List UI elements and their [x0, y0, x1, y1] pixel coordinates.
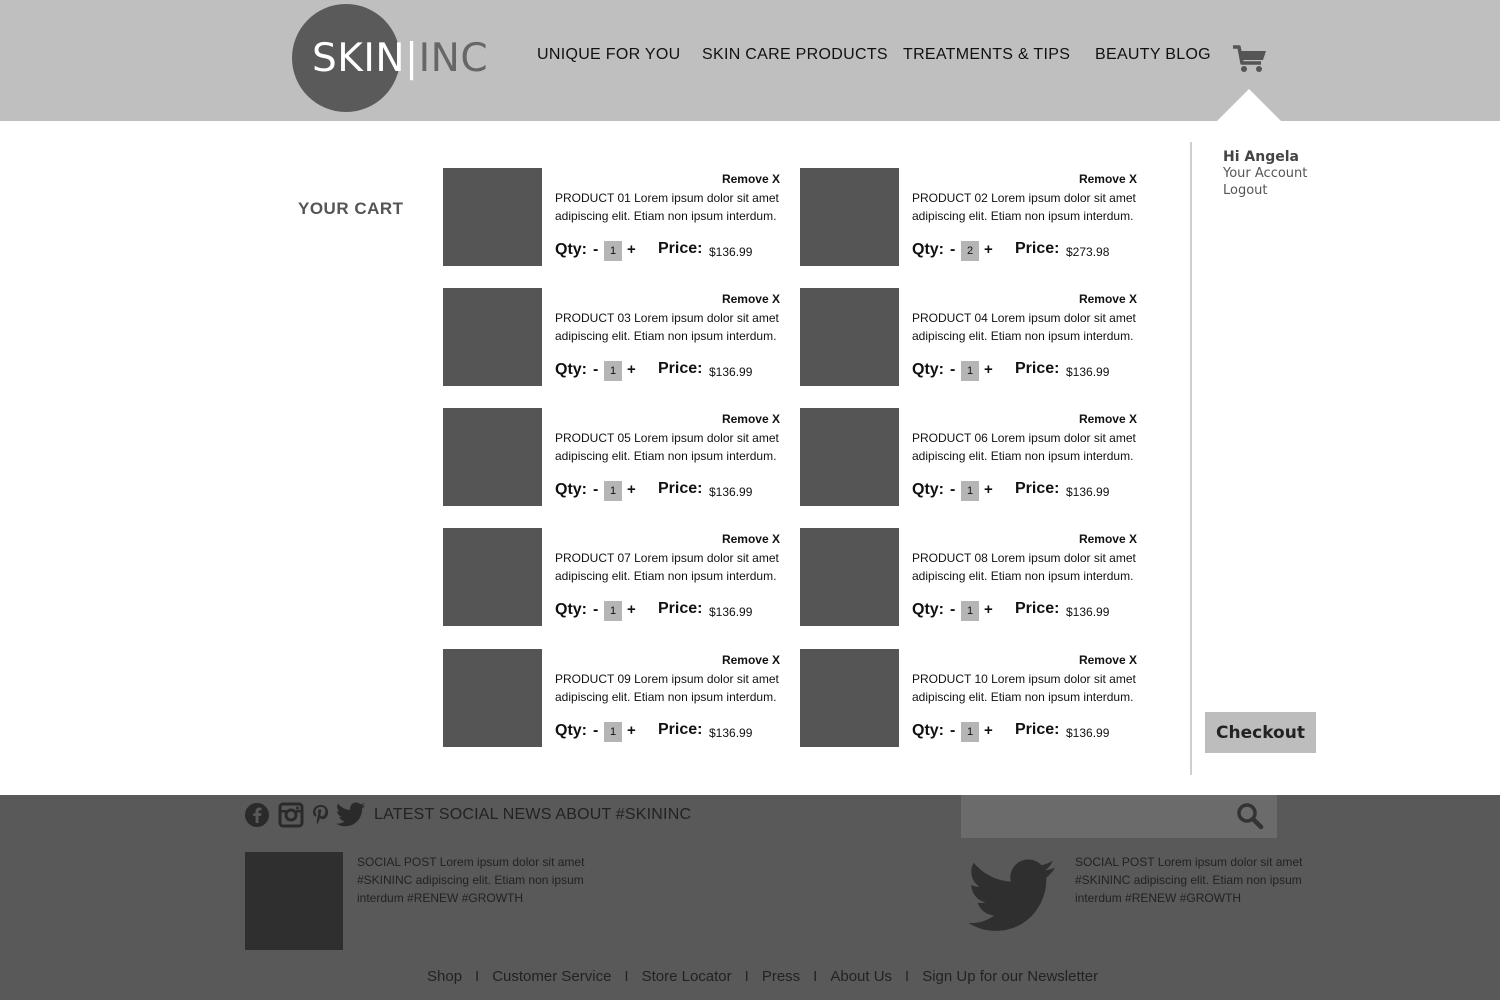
qty-label: Qty:	[912, 722, 944, 739]
cart-item	[800, 528, 1140, 628]
cart-item	[443, 408, 783, 508]
remove-item-button[interactable]: Remove X	[721, 412, 780, 426]
remove-item-button[interactable]: Remove X	[1078, 412, 1137, 426]
qty-decrease-button[interactable]: -	[593, 601, 599, 618]
qty-decrease-button[interactable]: -	[950, 481, 956, 498]
qty-input[interactable]: 1	[604, 481, 622, 501]
remove-item-button[interactable]: Remove X	[1078, 172, 1137, 186]
product-thumbnail[interactable]	[800, 288, 899, 386]
price-value: $136.99	[1066, 365, 1110, 379]
instagram-icon[interactable]	[278, 802, 304, 828]
qty-increase-button[interactable]: +	[627, 481, 636, 498]
qty-label: Qty:	[555, 601, 587, 618]
price-label: Price:	[658, 240, 703, 257]
qty-input[interactable]: 1	[961, 361, 979, 381]
product-description: PRODUCT 08 Lorem ipsum dolor sit amet adipiscing elit. Etiam non ipsum interdum.	[912, 551, 1136, 583]
search-icon[interactable]	[1236, 802, 1264, 830]
shopping-cart-icon[interactable]	[1232, 44, 1268, 74]
qty-label: Qty:	[555, 241, 587, 258]
product-description: PRODUCT 07 Lorem ipsum dolor sit amet adipiscing elit. Etiam non ipsum interdum.	[555, 551, 779, 583]
checkout-button[interactable]: Checkout	[1205, 712, 1316, 753]
facebook-icon[interactable]	[244, 802, 270, 828]
price-label: Price:	[1015, 360, 1060, 377]
qty-increase-button[interactable]: +	[984, 241, 993, 258]
footer-link-about-us[interactable]: About Us	[830, 968, 893, 985]
twitter-bird-icon[interactable]	[968, 858, 1058, 936]
footer-separator: I	[813, 968, 818, 985]
price-value: $136.99	[1066, 605, 1110, 619]
product-thumbnail[interactable]	[800, 168, 899, 266]
nav-unique-for-you[interactable]: UNIQUE FOR YOU	[537, 46, 681, 63]
logo-divider: |	[405, 36, 419, 81]
product-description: PRODUCT 04 Lorem ipsum dolor sit amet adipiscing elit. Etiam non ipsum interdum.	[912, 311, 1136, 343]
footer-link-shop[interactable]: Shop	[427, 968, 463, 985]
product-thumbnail[interactable]	[800, 528, 899, 626]
qty-decrease-button[interactable]: -	[593, 722, 599, 739]
footer-search-input[interactable]	[961, 795, 1277, 838]
qty-decrease-button[interactable]: -	[593, 481, 599, 498]
remove-item-button[interactable]: Remove X	[1078, 292, 1137, 306]
qty-increase-button[interactable]: +	[627, 241, 636, 258]
pinterest-icon[interactable]	[308, 802, 334, 828]
cart-item	[800, 649, 1140, 749]
social-post-left: SOCIAL POST Lorem ipsum dolor sit amet #SKININC adipiscing elit. Etiam non ipsum interdum #RENEW #GROWTH	[357, 855, 585, 905]
qty-decrease-button[interactable]: -	[950, 722, 956, 739]
qty-decrease-button[interactable]: -	[593, 241, 599, 258]
qty-input[interactable]: 1	[961, 481, 979, 501]
price-label: Price:	[658, 600, 703, 617]
nav-skin-care-products[interactable]: SKIN CARE PRODUCTS	[702, 46, 888, 63]
product-description: PRODUCT 02 Lorem ipsum dolor sit amet adipiscing elit. Etiam non ipsum interdum.	[912, 191, 1136, 223]
qty-label: Qty:	[912, 241, 944, 258]
price-value: $136.99	[1066, 726, 1110, 740]
cart-item	[443, 168, 783, 268]
qty-label: Qty:	[912, 481, 944, 498]
nav-treatments-tips[interactable]: TREATMENTS & TIPS	[903, 46, 1071, 63]
brand-logo[interactable]	[312, 36, 488, 81]
product-description: PRODUCT 09 Lorem ipsum dolor sit amet adipiscing elit. Etiam non ipsum interdum.	[555, 672, 779, 704]
price-value: $136.99	[709, 245, 753, 259]
qty-decrease-button[interactable]: -	[950, 241, 956, 258]
vertical-divider	[1190, 142, 1192, 775]
logo-part-inc: INC	[418, 36, 489, 81]
footer-link-store-locator[interactable]: Store Locator	[641, 968, 732, 985]
remove-item-button[interactable]: Remove X	[721, 532, 780, 546]
footer-separator: I	[624, 968, 629, 985]
logout-link[interactable]: Logout	[1223, 183, 1268, 198]
qty-label: Qty:	[912, 601, 944, 618]
nav-beauty-blog[interactable]: BEAUTY BLOG	[1095, 46, 1211, 63]
price-value: $136.99	[709, 485, 753, 499]
price-value: $136.99	[709, 605, 753, 619]
qty-input[interactable]: 1	[961, 722, 979, 742]
price-label: Price:	[1015, 721, 1060, 738]
cart-title: YOUR CART	[298, 199, 404, 218]
footer-separator: I	[905, 968, 910, 985]
footer-separator: I	[744, 968, 749, 985]
cart-item	[800, 408, 1140, 508]
qty-increase-button[interactable]: +	[984, 481, 993, 498]
qty-input[interactable]: 1	[604, 241, 622, 261]
your-account-link[interactable]: Your Account	[1223, 166, 1308, 181]
cart-dropdown-caret	[1217, 89, 1281, 121]
qty-label: Qty:	[555, 722, 587, 739]
product-description: PRODUCT 06 Lorem ipsum dolor sit amet adipiscing elit. Etiam non ipsum interdum.	[912, 431, 1136, 463]
price-label: Price:	[1015, 480, 1060, 497]
remove-item-button[interactable]: Remove X	[721, 292, 780, 306]
qty-increase-button[interactable]: +	[984, 361, 993, 378]
cart-item	[800, 288, 1140, 388]
twitter-icon[interactable]	[336, 802, 366, 828]
qty-increase-button[interactable]: +	[627, 722, 636, 739]
qty-increase-button[interactable]: +	[984, 601, 993, 618]
product-description: PRODUCT 05 Lorem ipsum dolor sit amet adipiscing elit. Etiam non ipsum interdum.	[555, 431, 779, 463]
qty-decrease-button[interactable]: -	[950, 601, 956, 618]
cart-item	[443, 288, 783, 388]
qty-label: Qty:	[555, 481, 587, 498]
qty-input[interactable]: 1	[961, 601, 979, 621]
footer-separator: I	[475, 968, 480, 985]
product-thumbnail[interactable]	[443, 288, 542, 386]
remove-item-button[interactable]: Remove X	[1078, 653, 1137, 667]
product-description: PRODUCT 03 Lorem ipsum dolor sit amet adipiscing elit. Etiam non ipsum interdum.	[555, 311, 779, 343]
qty-decrease-button[interactable]: -	[950, 361, 956, 378]
footer-link-newsletter[interactable]: Sign Up for our Newsletter	[922, 968, 1099, 985]
cart-item	[443, 649, 783, 749]
social-post-thumbnail[interactable]	[245, 852, 343, 950]
footer-link-customer-service[interactable]: Customer Service	[492, 968, 612, 985]
price-label: Price:	[658, 721, 703, 738]
price-label: Price:	[1015, 240, 1060, 257]
footer-link-press[interactable]: Press	[761, 968, 801, 985]
social-post-right: SOCIAL POST Lorem ipsum dolor sit amet #SKININC adipiscing elit. Etiam non ipsum interdum #RENEW #GROWTH	[1075, 855, 1303, 905]
product-description: PRODUCT 10 Lorem ipsum dolor sit amet adipiscing elit. Etiam non ipsum interdum.	[912, 672, 1136, 704]
price-label: Price:	[658, 480, 703, 497]
qty-increase-button[interactable]: +	[627, 361, 636, 378]
cart-item	[443, 528, 783, 628]
product-thumbnail[interactable]	[443, 168, 542, 266]
qty-input[interactable]: 1	[604, 601, 622, 621]
product-thumbnail[interactable]	[443, 408, 542, 506]
qty-label: Qty:	[912, 361, 944, 378]
cart-item	[800, 168, 1140, 268]
social-news-heading: LATEST SOCIAL NEWS ABOUT #SKININC	[374, 806, 692, 823]
product-thumbnail[interactable]	[443, 649, 542, 747]
qty-label: Qty:	[555, 361, 587, 378]
price-value: $136.99	[709, 726, 753, 740]
account-greeting: Hi Angela	[1223, 149, 1299, 165]
price-value: $136.99	[1066, 485, 1110, 499]
product-description: PRODUCT 01 Lorem ipsum dolor sit amet adipiscing elit. Etiam non ipsum interdum.	[555, 191, 779, 223]
qty-input[interactable]: 2	[961, 241, 979, 261]
remove-item-button[interactable]: Remove X	[1078, 532, 1137, 546]
qty-decrease-button[interactable]: -	[593, 361, 599, 378]
logo-part-skin: SKIN	[312, 36, 406, 81]
qty-input[interactable]: 1	[604, 722, 622, 742]
remove-item-button[interactable]: Remove X	[721, 653, 780, 667]
price-value: $136.99	[709, 365, 753, 379]
price-label: Price:	[658, 360, 703, 377]
price-value: $273.98	[1066, 245, 1110, 259]
product-thumbnail[interactable]	[443, 528, 542, 626]
qty-input[interactable]: 1	[604, 361, 622, 381]
qty-increase-button[interactable]: +	[984, 722, 993, 739]
remove-item-button[interactable]: Remove X	[721, 172, 780, 186]
product-thumbnail[interactable]	[800, 408, 899, 506]
product-thumbnail[interactable]	[800, 649, 899, 747]
qty-increase-button[interactable]: +	[627, 601, 636, 618]
price-label: Price:	[1015, 600, 1060, 617]
